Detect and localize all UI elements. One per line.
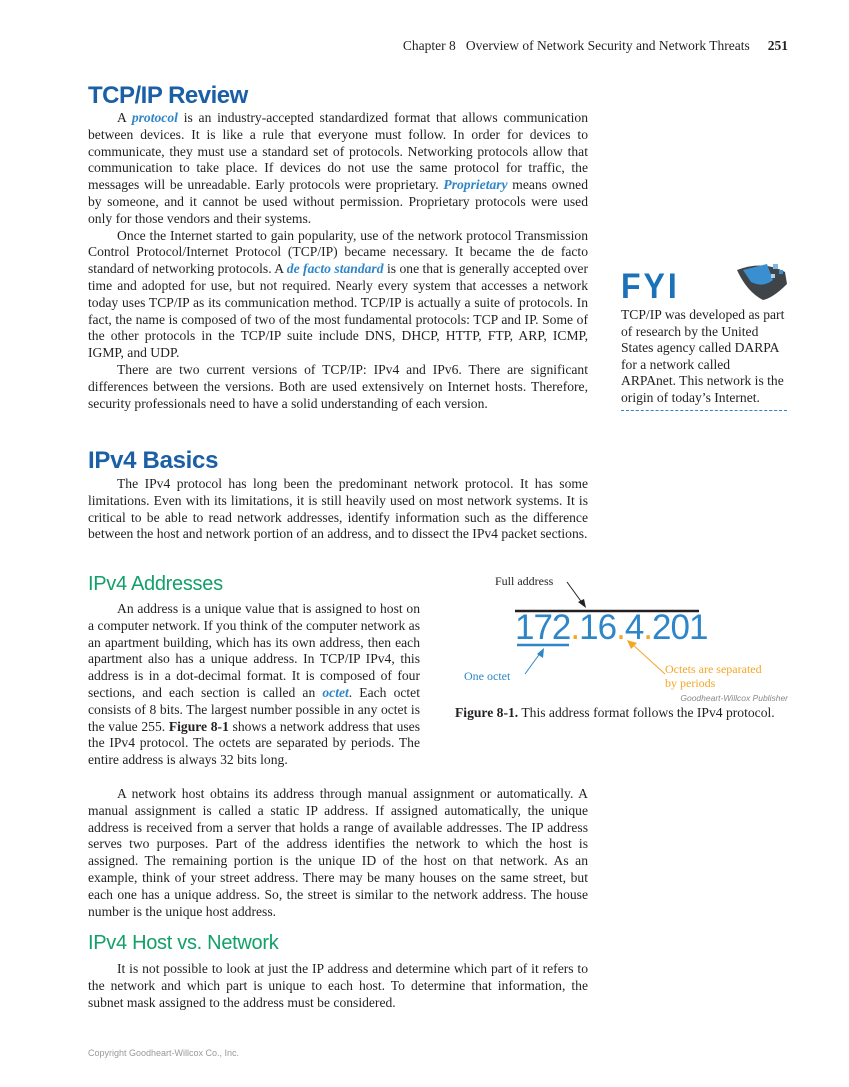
- running-header: [403, 38, 788, 54]
- label-separated: Octets are separated by periods: [665, 662, 762, 690]
- figure-reference[interactable]: Figure 8-1: [168, 718, 229, 734]
- paragraph: A protocol is an industry-accepted standardized format that allows communication between devices. It is like a rule that everyone must follow. In order for devices to communicate, they must use a standard set of protocols. Networking protocols allow that communication to take place. If devices do not use the same protocol for traffic, the messages will be unreadable. Early protocols were proprietary. Proprietary means owned by someone, and it cannot be used without permission. Proprietary protocols were used only for those vendors and their systems.: [88, 110, 588, 226]
- fyi-title: FYI: [621, 266, 680, 306]
- paragraph: Once the Internet started to gain popularity, use of the network protocol Transmission Control Protocol/Internet Protocol (TCP/IP) became necessary. It became the de facto standard of networking protocols. A de facto standard is one that is generally accepted over time and adopted for use, but not required. Nearly every system that accesses a network today uses TCP/IP as its communication method. TCP/IP is actually a suite of protocols. In fact, the name is composed of two of the most fundamental protocols: TCP and IP. Some of the other protocols in the TCP/IP suite include DNS, DHCP, HTTP, FTP, ARP, ICMP, IGMP, and UDP.: [88, 227, 588, 361]
- running-head: Chapter 8 Overview of Network Security and Network Threats: [402, 38, 750, 53]
- section-tcpip-body: [88, 110, 588, 412]
- paragraph: There are two current versions of TCP/IP: IPv4 and IPv6. There are significant differences between the versions. Both are used extensively on Internet hosts. Therefore, security professionals need to have a solid understanding of each version.: [88, 361, 588, 411]
- term-de-facto: de facto standard: [286, 261, 384, 277]
- term-proprietary: Proprietary: [443, 177, 508, 193]
- label-one-octet: One octet: [464, 669, 511, 683]
- term-octet: octet: [322, 684, 349, 700]
- term-protocol: protocol: [131, 110, 178, 125]
- figure-credit: Goodheart-Willcox Publisher: [680, 693, 788, 703]
- paragraph: It is not possible to look at just the IP address and determine which part of it refers to the network and which part is unique to each host. To determine that information, the subnet mask assigned to the address must be considered.: [88, 961, 588, 1010]
- paragraph: The IPv4 protocol has long been the predominant network protocol. It has some limitations. Even with its limitations, it is still heavily used on most network systems. It is critical to be able to read network addresses, identify information such as the difference between the host and network portion of an address, and to dissect the IPv4 packet sections.: [88, 476, 588, 542]
- heading-ipv4-basics: IPv4 Basics: [88, 447, 219, 474]
- heading-ipv4-addresses: IPv4 Addresses: [88, 573, 223, 595]
- heading-tcpip-review: TCP/IP Review: [88, 82, 248, 109]
- label-full-address: Full address: [495, 574, 554, 588]
- fyi-text: TCP/IP was developed as part of research by the United States agency called DARPA for a network called ARPAnet. This network is the origin of today’s Internet.: [621, 307, 785, 405]
- fyi-box: [621, 268, 787, 411]
- section-ipv4-addresses-body-2: [88, 786, 588, 920]
- fyi-divider: [621, 410, 787, 411]
- heading-ipv4-host-vs-network: IPv4 Host vs. Network: [88, 932, 279, 954]
- section-ipv4-addresses-body: [88, 601, 420, 769]
- copyright-footer: Copyright Goodheart-Willcox Co., Inc.: [88, 1048, 240, 1058]
- section-ipv4-basics-body: [88, 476, 588, 543]
- figure-caption: Figure 8-1. This address format follows the IPv4 protocol.: [455, 705, 775, 720]
- ip-address: 172.16.4.201: [515, 608, 708, 647]
- section-host-network-body: [88, 961, 588, 1011]
- paragraph: An address is a unique value that is assigned to host on a computer network. If you think of the computer network as an apartment building, which has its own address, then each apartment also has a unique address. In TCP/IP IPv4, this address is in a dot-decimal format. It is composed of four sections, and each section is called an octet. Each octet consists of 8 bits. The largest number possible in any octet is the value 255. Figure 8-1 shows a network address that uses the IPv4 protocol. The octets are separated by periods. The entire address is always 32 bits long.: [88, 601, 420, 768]
- paragraph: A network host obtains its address through manual assignment or automatically. A manual assignment is called a static IP address. If assigned automatically, the unique address is received from a server that holds a range of available addresses. The IP address serves two purposes. Part of the address identifies the network to which the host is assigned. The remaining portion is the unique ID of the host on that network. As an example, think of your street address. There may be many houses on the same street, but each one has a unique address. So, the street is similar to the network address. The house number is the unique host address.: [88, 786, 588, 919]
- page-number: 251: [767, 38, 788, 53]
- arrow-icon: [578, 599, 586, 608]
